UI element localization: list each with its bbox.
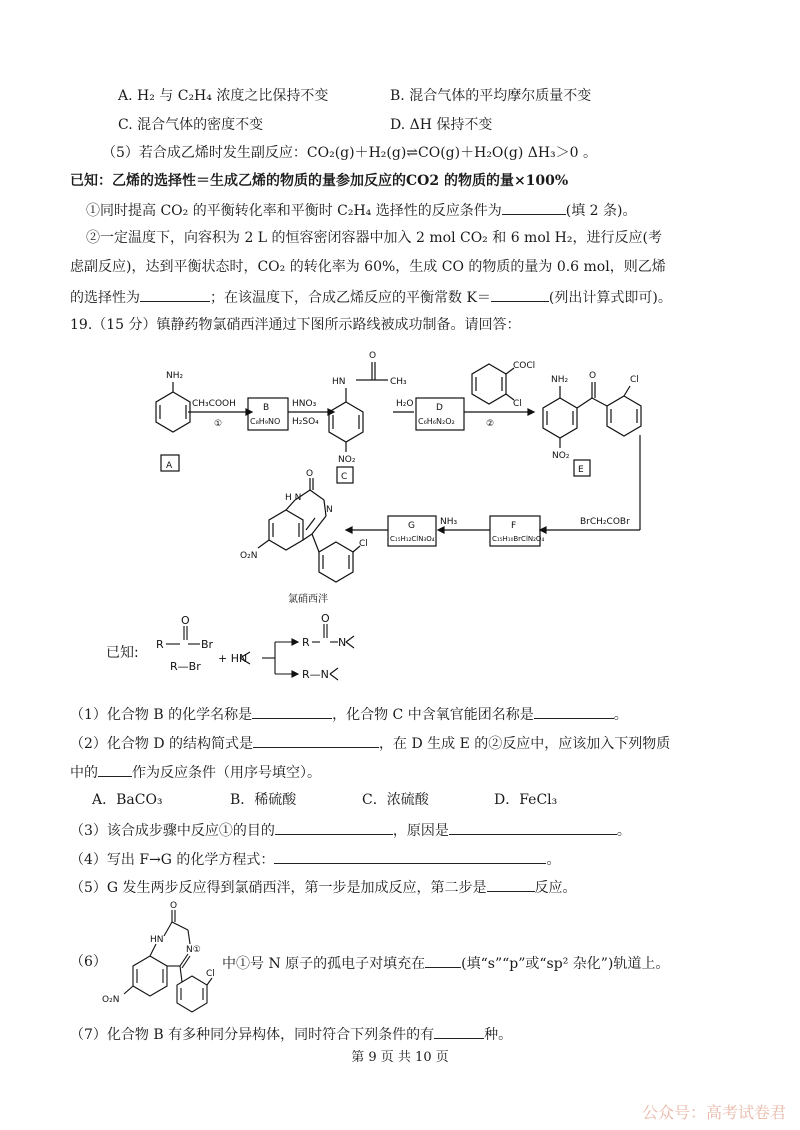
q19-sub3-text-c: 。 [616,823,631,839]
q18-sub2-line3 [70,287,672,307]
q19-sub2-text-c2: 作为反应条件（用序号填空）。 [132,765,321,781]
reaction-scheme [0,340,800,610]
q18-option-a: A. H₂ 与 C₂H₄ 浓度之比保持不变 [118,88,329,104]
e-nh2-label: NH₂ [551,375,569,385]
known-product1-r: R [302,636,310,649]
q18-sub1-tail: (填 2 条)。 [565,203,637,219]
c-hn-label: HN [332,377,346,387]
q19-sub1 [70,704,628,724]
box-d-name: D [436,403,443,413]
product-n-label: N [326,505,333,515]
q19-sub5 [70,877,577,897]
q19-sub4 [70,849,560,869]
q18-sub1-text: ①同时提高 CO₂ 的平衡转化率和平衡时 C₂H₄ 选择性的反应条件为 [86,203,502,219]
c-no2-label: NO₂ [338,455,356,465]
product-no2-label: O₂N [240,551,258,561]
answer-blank[interactable] [434,1024,484,1039]
q19-sub3-text-a: （3）该合成步骤中反应①的目的 [70,823,275,839]
q19-sub2-text-a: （2）化合物 D 的结构简式是 [70,736,254,752]
product-o-label: O [306,469,314,479]
q19-sub2-option-c: C．浓硫酸 [362,792,429,808]
known-reactant-o: O [181,614,190,627]
compound-label-c: C [341,472,348,482]
e-no2-label: NO₂ [552,451,570,461]
q19-sub2-option-b: B．稀硫酸 [230,792,297,808]
product-name: 氯硝西泮 [288,594,328,605]
q19-sub7-text-a: （7）化合物 B 有多种同分异构体，同时符合下列条件的有 [70,1027,435,1043]
q18-sub2-text-b: ；在该温度下，合成乙烯反应的平衡常数 K＝ [210,290,491,306]
box-f-formula: C₁₅H₁₀BrClN₂O₄ [492,535,545,543]
box-g-formula: C₁₅H₁₂ClN₃O₄ [390,535,435,543]
known-reactant-r: R [156,638,164,651]
box-d-formula: C₆H₆N₂O₂ [418,417,455,426]
answer-blank[interactable] [275,820,393,835]
q18-option-b: B. 混合气体的平均摩尔质量不变 [390,88,592,104]
q18-sub2-text-c: (列出计算式即可)。 [548,290,672,306]
answer-blank[interactable] [449,820,617,835]
q19-sub1-text-c: 。 [613,707,628,723]
e-o-label: O [589,371,597,381]
page-footer: 第 9 页 共 10 页 [351,1050,449,1065]
q6-cl-label: Cl [206,969,215,979]
q19-sub3-text-b: ，原因是 [392,823,449,839]
step2-marker: ② [486,419,495,429]
q18-sub2-text-a: 的选择性为 [70,290,140,306]
known-product1-o: O [321,612,330,625]
q19-sub4-text-a: （4）写出 F→G 的化学方程式： [70,852,275,868]
known-product2: R—N [302,668,329,681]
reagent-h2o: H₂O [396,399,414,409]
answer-blank[interactable] [253,733,379,748]
reagent-bromoacetyl-bromide: BrCH₂COBr [580,517,630,527]
box-b-formula: C₈H₉NO [250,417,281,426]
q19-sub1-text-b: ，化合物 C 中含氧官能团名称是 [332,707,534,723]
q18-option-c: C. 混合气体的密度不变 [118,117,264,133]
known-reactant-br: Br [201,638,214,651]
cl-label-reagent: Cl [513,399,522,409]
q18-sub2-line2: 虑副反应)，达到平衡状态时，CO₂ 的转化率为 60%，生成 CO 的物质的量为 0.6 mol，则乙烯 [70,259,666,275]
reagent-acetic-acid: CH₃COOH [192,399,236,409]
q18-sub1 [86,200,636,220]
q19-sub7 [70,1024,512,1044]
q6-no2-label: O₂N [102,995,120,1005]
box-b-name: B [263,403,270,413]
known-product1-n: N [338,636,347,649]
known-reactant-rbr: R—Br [170,660,201,673]
q6-structure [100,898,220,1016]
known-reactant-amine: + HN [218,652,248,665]
q18-part5: （5）若合成乙烯时发生副反应：CO₂(g)＋H₂(g)⇌CO(g)＋H₂O(g) ΔH₃＞0 。 [102,145,598,161]
answer-blank[interactable] [98,762,132,777]
e-cl-label: Cl [630,375,639,385]
q19-sub6-text-a: 中①号 N 原子的孤电子对填充在 [222,956,426,972]
cocl-label: COCl [513,361,536,371]
q19-sub2-option-a: A．BaCO₃ [92,792,163,808]
box-f-name: F [511,521,517,531]
compound-label-a: A [166,461,173,471]
c-ch3-label: CH₃ [390,377,407,387]
q6-o-label: O [170,901,178,911]
q19-sub7-text-b: 种。 [484,1027,513,1043]
answer-blank[interactable] [502,200,566,215]
q19-sub5-text-a: （5）G 发生两步反应得到氯硝西泮，第一步是加成反应，第二步是 [70,880,487,896]
known-label: 已知: [106,645,139,661]
answer-blank[interactable] [491,287,549,302]
q18-option-d: D. ΔH 保持不变 [390,117,493,133]
step1-marker: ① [214,419,223,429]
q19-sub6-number: （6） [70,954,107,970]
answer-blank[interactable] [274,849,546,864]
q19-title: 19.（15 分）镇静药物氯硝西泮通过下图所示路线被成功制备。请回答： [70,317,521,333]
watermark: 公众号：高考试卷君 [641,1103,786,1122]
answer-blank[interactable] [252,704,332,719]
q19-sub2-line2 [70,762,321,782]
answer-blank[interactable] [534,704,614,719]
reagent-nh3: NH₃ [440,517,458,527]
c-o-label: O [369,351,377,361]
answer-blank[interactable] [487,877,535,892]
reagent-h2so4: H₂SO₄ [292,417,319,427]
q19-sub4-text-b: 。 [546,852,561,868]
box-g-name: G [408,521,415,531]
q18-known: 已知：乙烯的选择性＝生成乙烯的物质的量参加反应的CO2 的物质的量×100% [70,173,569,189]
q19-sub2-text-b: ，在 D 生成 E 的②反应中，应该加入下列物质 [379,736,671,752]
product-hn-label: H N [285,493,302,503]
answer-blank[interactable] [140,287,210,302]
reagent-hno3: HNO₃ [292,399,317,409]
q18-sub2-line1: ②一定温度下，向容积为 2 L 的恒容密闭容器中加入 2 mol CO₂ 和 6 mol H₂，进行反应(考 [86,230,662,246]
compound-label-e: E [578,465,584,475]
q19-sub6 [222,953,669,973]
nh2-label-a: NH₂ [166,371,184,381]
q6-n1-label: N① [186,945,201,955]
q19-sub2-line1 [70,733,670,753]
q19-sub3 [70,820,631,840]
q6-hn-label: HN [150,935,164,945]
q19-sub5-text-b: 反应。 [534,880,577,896]
product-cl-label: Cl [359,539,368,549]
known-reaction [0,612,800,694]
answer-blank[interactable] [425,953,461,968]
q19-sub1-text-a: （1）化合物 B 的化学名称是 [70,707,253,723]
q19-sub6-text-b: (填“s”“p”或“sp² 杂化”)轨道上。 [461,956,670,972]
q19-sub2-text-c1: 中的 [70,765,98,781]
q19-sub2-option-d: D．FeCl₃ [494,792,558,808]
